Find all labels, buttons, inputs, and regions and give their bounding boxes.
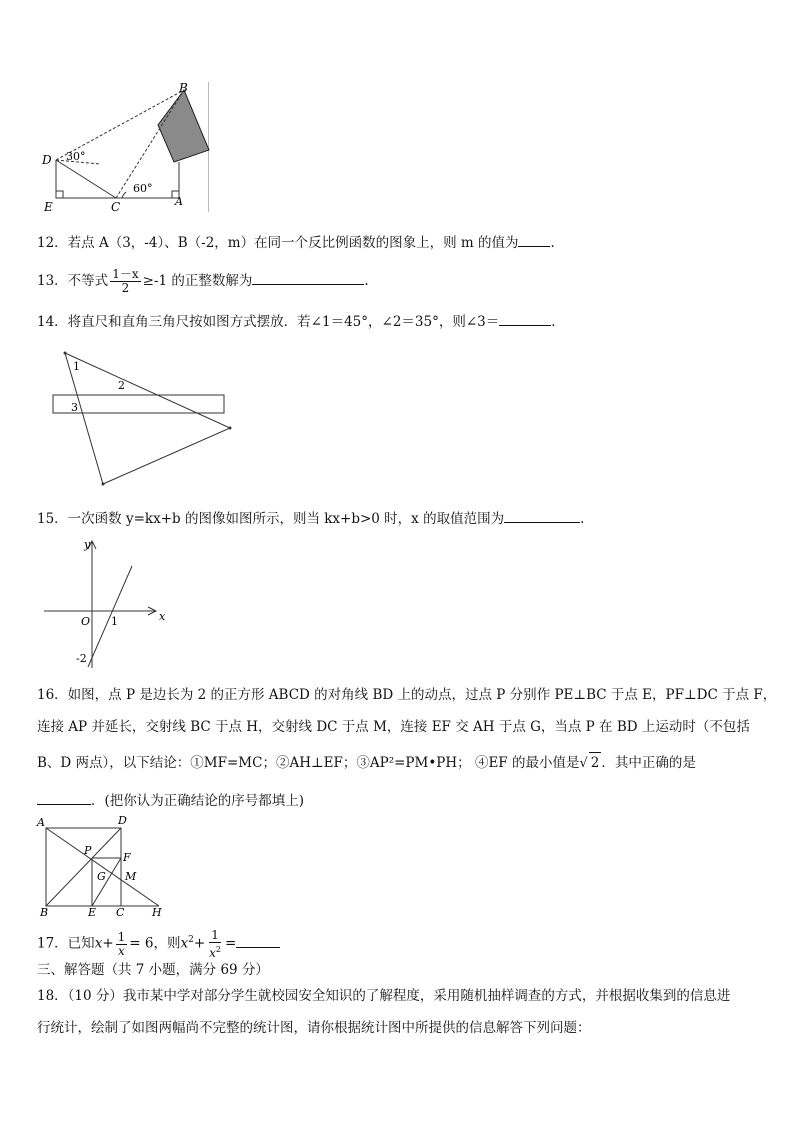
label-60deg: 60°	[133, 182, 153, 195]
q17-plus2: +	[193, 935, 206, 952]
q14-answer-blank[interactable]	[499, 311, 551, 326]
label-G: G	[97, 870, 106, 883]
q17-den2	[207, 943, 223, 960]
q12-text: 12．若点 A（3，-4）、B（-2，m）在同一个反比例函数的图象上，则 m 的值为	[37, 235, 519, 251]
label-y: y	[84, 538, 91, 551]
q13-end: .	[364, 273, 369, 289]
q13-pre: 13．不等式	[37, 273, 109, 289]
question-17	[37, 926, 280, 960]
q17-den2-sup: 2	[215, 944, 222, 954]
q17-answer-blank[interactable]	[236, 933, 280, 948]
q17-eq: = 6，则	[129, 935, 181, 952]
q17-plus: +	[102, 935, 114, 952]
q17-sup2: 2	[188, 935, 194, 945]
figure-q11	[38, 80, 218, 215]
question-16-line3: B、D 两点），以下结论：①MF=MC；②AH⊥EF；③AP²=PM•PH； ④EF 的最小值是√ 2 ．其中正确的是	[37, 752, 696, 774]
q17-num2: 1	[211, 927, 219, 942]
q13-answer-blank[interactable]	[252, 270, 364, 285]
q17-fraction-2	[207, 929, 223, 960]
q12-answer-blank[interactable]	[518, 232, 550, 247]
q17-num1: 1	[117, 929, 126, 944]
q13-post: ≥-1 的正整数解为	[142, 273, 253, 289]
figure-q16-square	[36, 816, 171, 918]
question-14	[37, 311, 565, 332]
label-angle-2: 2	[118, 379, 125, 392]
label-x: x	[159, 610, 166, 623]
figure-q14	[50, 348, 240, 488]
label-D: D	[118, 814, 127, 827]
q12-end: .	[550, 235, 555, 251]
q16-line1: 16．如图，点 P 是边长为 2 的正方形 ABCD 的对角线 BD 上的动点，过点 P 分别作 PE⊥BC 于点 E，PF⊥DC 于点 F，	[37, 687, 777, 703]
label-D: D	[42, 153, 52, 167]
q13-denominator: 2	[121, 281, 130, 295]
q16-line2: 连接 AP 并延长，交射线 BC 于点 H，交射线 DC 于点 M，连接 EF 交 AH 于点 G，当点 P 在 BD 上运动时（不包括	[37, 719, 750, 735]
q15-answer-blank[interactable]	[504, 508, 580, 523]
label-B: B	[179, 81, 188, 95]
question-13	[37, 268, 369, 295]
straight-ruler	[53, 395, 224, 413]
label-A: A	[37, 816, 45, 829]
q17-den2-x: x	[209, 945, 216, 960]
label-origin: O	[81, 615, 91, 628]
q16-line3-pre: B、D 两点），以下结论：①MF=MC；②AH⊥EF；③AP²=PM•PH； ④EF 的最小值是	[37, 755, 580, 771]
section-3-title-text: 三、解答题（共 7 小题，满分 69 分）	[37, 962, 269, 978]
question-16-line2	[37, 717, 750, 737]
label-F: F	[123, 851, 131, 864]
q17-x2: x	[180, 935, 189, 952]
label-angle-3: 3	[71, 401, 78, 414]
q16-sqrt-value: 2	[589, 752, 602, 773]
section-3-title	[37, 960, 269, 980]
q16-line3-post: ．其中正确的是	[601, 755, 696, 771]
label-P: P	[84, 844, 92, 857]
question-12	[37, 232, 555, 253]
label-E: E	[44, 200, 53, 214]
q18-line2: 行统计，绘制了如图两幅尚不完整的统计图，请你根据统计图中所提供的信息解答下列问题：	[37, 1020, 591, 1036]
q17-eq2: =	[225, 935, 237, 952]
label-C: C	[111, 200, 121, 214]
label-B: B	[40, 906, 49, 919]
question-16-line4	[37, 790, 304, 811]
q18-line1: 18．（10 分）我市某中学对部分学生就校园安全知识的了解程度，采用随机抽样调查的方式，并根据收集到的信息进	[37, 988, 731, 1004]
q17-pre: 17．已知	[37, 935, 95, 952]
question-18-line2	[37, 1018, 591, 1038]
q17-x: x	[94, 935, 103, 952]
label-A: A	[175, 195, 183, 208]
figure-q15-graph	[40, 536, 175, 671]
q13-numerator: 1－x	[112, 267, 139, 281]
q16-answer-blank[interactable]	[37, 790, 91, 805]
function-line	[88, 566, 132, 667]
label-H: H	[152, 906, 162, 919]
q14-text: 14．将直尺和直角三角尺按如图方式摆放．若∠1＝45°，∠2＝35°，则∠3＝	[37, 314, 500, 330]
label-x-intercept: 1	[111, 615, 118, 628]
kite-shape	[158, 90, 209, 162]
label-M: M	[125, 870, 137, 883]
q15-text: 15．一次函数 y=kx+b 的图像如图所示，则当 kx+b>0 时，x 的取值范围为	[37, 511, 505, 527]
q17-den1: x	[118, 943, 125, 958]
question-16-line1	[37, 685, 776, 705]
label-C: C	[116, 906, 125, 919]
q13-fraction	[110, 268, 140, 295]
q17-fraction-1	[116, 931, 128, 958]
triangle-ruler	[65, 353, 230, 484]
label-angle-1: 1	[73, 360, 80, 373]
label-y-intercept: -2	[76, 652, 87, 665]
q14-end: ．	[551, 314, 565, 330]
question-18-line1	[37, 986, 730, 1006]
q16-line4: ．(把你认为正确结论的序号都填上)	[91, 793, 305, 809]
question-15	[37, 508, 584, 529]
q15-end: .	[580, 511, 585, 527]
label-30deg: 30°	[66, 150, 86, 163]
label-E: E	[88, 906, 97, 919]
